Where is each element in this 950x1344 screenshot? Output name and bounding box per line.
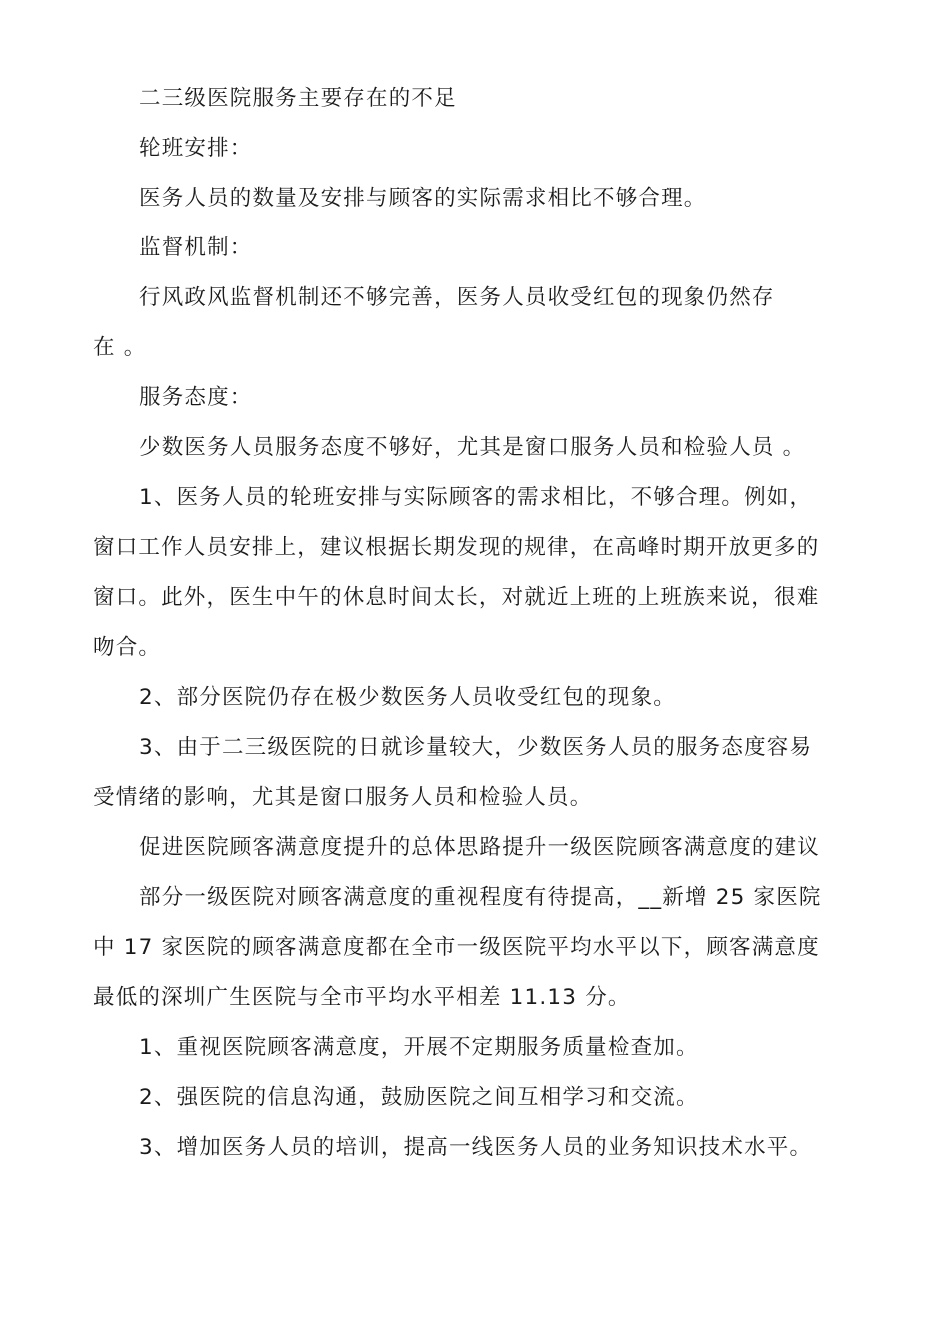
paragraph-line: 3、增加医务人员的培训，提高一线医务人员的业务知识技术水平。 bbox=[139, 1135, 813, 1160]
paragraph-line: 窗口工作人员安排上，建议根据长期发现的规律，在高峰时期开放更多的 bbox=[93, 535, 820, 560]
paragraph-line: 窗口。此外，医生中午的休息时间太长，对就近上班的上班族来说，很难 bbox=[93, 585, 820, 610]
paragraph-line: 部分一级医院对顾客满意度的重视程度有待提高，__新增 25 家医院 bbox=[139, 885, 822, 910]
paragraph-line: 少数医务人员服务态度不够好，尤其是窗口服务人员和检验人员 。 bbox=[139, 435, 806, 460]
paragraph-line: 医务人员的数量及安排与顾客的实际需求相比不够合理。 bbox=[139, 186, 707, 211]
paragraph-line: 1、重视医院顾客满意度，开展不定期服务质量检查加。 bbox=[139, 1035, 699, 1060]
paragraph-line: 中 17 家医院的顾客满意度都在全市一级医院平均水平以下，顾客满意度 bbox=[93, 935, 820, 960]
paragraph-line: 2、强医院的信息沟通，鼓励医院之间互相学习和交流。 bbox=[139, 1085, 699, 1110]
paragraph-line: 行风政风监督机制还不够完善，医务人员收受红包的现象仍然存 bbox=[139, 285, 775, 310]
subheading-supervision: 监督机制： bbox=[139, 235, 253, 260]
heading-shortcomings: 二三级医院服务主要存在的不足 bbox=[139, 86, 457, 111]
paragraph-line: 最低的深圳广生医院与全市平均水平相差 11.13 分。 bbox=[93, 985, 631, 1010]
subheading-shift-arrangement: 轮班安排： bbox=[139, 136, 253, 161]
paragraph-line: 吻合。 bbox=[93, 635, 162, 660]
paragraph-line: 受情绪的影响，尤其是窗口服务人员和检验人员。 bbox=[93, 785, 593, 810]
subheading-service-attitude: 服务态度： bbox=[139, 385, 253, 410]
paragraph-line: 3、由于二三级医院的日就诊量较大，少数医务人员的服务态度容易 bbox=[139, 735, 813, 760]
paragraph-line: 2、部分医院仍存在极少数医务人员收受红包的现象。 bbox=[139, 685, 676, 710]
paragraph-line: 促进医院顾客满意度提升的总体思路提升一级医院顾客满意度的建议 bbox=[139, 835, 821, 860]
paragraph-line: 在 。 bbox=[93, 335, 147, 360]
paragraph-line: 1、医务人员的轮班安排与实际顾客的需求相比，不够合理。例如， bbox=[139, 485, 813, 510]
